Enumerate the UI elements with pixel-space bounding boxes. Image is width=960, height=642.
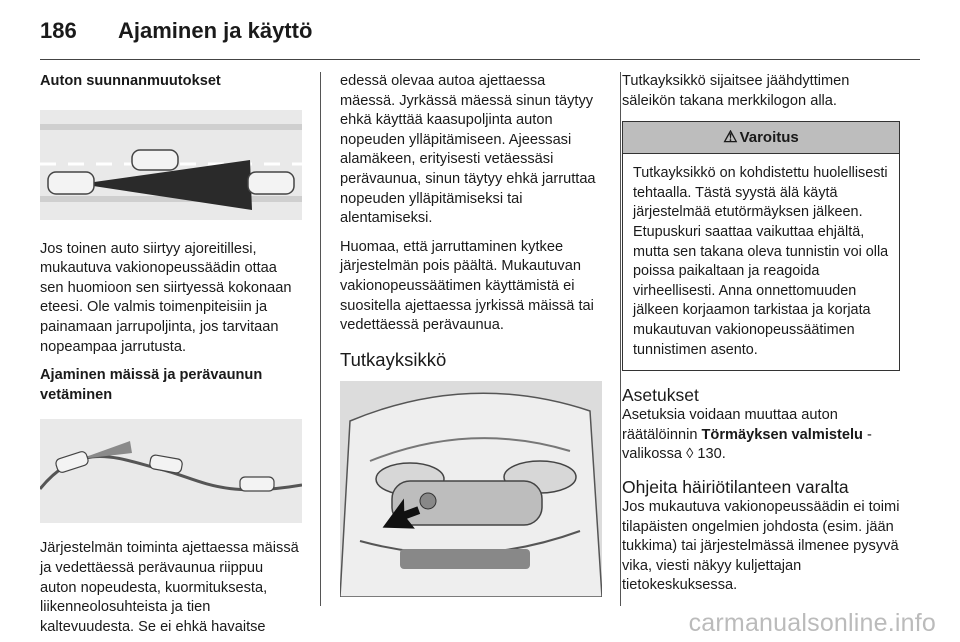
section-title-lane-change: Auton suunnanmuutokset	[40, 73, 221, 89]
hill-driving-illustration	[40, 419, 302, 523]
paragraph: Jos toinen auto siirtyy ajoreitillesi, mukautuva vakionopeussäädin ottaa sen huomioon sen siirtyessä kokonaan eteesi. Ole valmis toimenpiteisiin ja painamaan jarrupoljinta, jos tarvitaan nopeampaa jarrutusta.	[40, 240, 292, 355]
paragraph: Järjestelmän toiminta ajettaessa mäissä ja vedettäessä perävaunua riippuu auton nopeudesta, kuormituksesta, liikenneolosuhteista ja tien kaltevuudesta. Se ei ehkä havaitse	[40, 540, 299, 635]
paragraph: Jos mukautuva vakionopeussäädin ei toimi tilapäisten ongelmien johdosta (esim. jään tukkima) tai järjestelmässä ilmenee pysyvä vika, viesti näkyy kuljettajan tietokeskuksessa.	[622, 498, 900, 594]
column-divider	[320, 72, 321, 606]
header-rule	[40, 59, 920, 60]
watermark: carmanualsonline.info	[688, 609, 936, 637]
lane-change-drawing	[40, 110, 302, 220]
page-header	[40, 18, 920, 62]
column-2	[340, 72, 602, 597]
section-title-radar: Tutkayksikkö	[340, 348, 447, 370]
column-3	[622, 72, 900, 605]
paragraph: Tutkayksikkö sijaitsee jäähdyttimen säleikön takana merkkilogon alla.	[622, 73, 850, 109]
radar-location-illustration	[340, 381, 602, 597]
page-reference: 130.	[693, 446, 726, 463]
page-number: 186	[40, 18, 77, 43]
hill-driving-drawing	[40, 419, 302, 523]
chapter-title: Ajaminen ja käyttö	[118, 18, 313, 43]
page-reference-icon: ◊	[686, 446, 694, 463]
warning-title: Varoitus	[739, 128, 799, 146]
column-1	[40, 72, 302, 642]
settings-text: Asetuksia voidaan muuttaa auton räätälöinnin	[622, 407, 838, 443]
column-divider	[620, 72, 621, 606]
paragraph: Huomaa, että jarruttaminen kytkee järjestelmän pois päältä. Mukautuvan vakionopeussäätimen käyttämistä ei suositella ajettaessa jyrkissä mäissä tai vedettäessä perävaunua.	[340, 238, 594, 334]
section-title-troubleshooting: Ohjeita häiriötilanteen varalta	[622, 476, 849, 497]
warning-text: Tutkayksikkö on kohdistettu huolellisesti tehtaalla. Tästä syystä älä käytä järjestelmää etutörmäyksen jälkeen. Etupuskuri saattaa vaikuttaa ehjältä, mutta sen takana oleva tunnistin voi olla poissa paikaltaan ja reagoida virheellisesti. Anna onnettomuuden jälkeen korjaamon tarkistaa ja korjata mukautuvan vakionopeussäätimen tunnistimen asento.	[633, 165, 889, 358]
lane-change-illustration	[40, 110, 302, 220]
warning-box	[622, 121, 900, 371]
car-front-drawing	[340, 381, 602, 597]
warning-header	[623, 122, 899, 154]
section-title-settings: Asetukset	[622, 385, 699, 406]
subsection-title-hills: Ajaminen mäissä ja perävaunun vetäminen	[40, 367, 263, 403]
settings-paragraph	[622, 406, 900, 465]
settings-text: -valikossa	[622, 426, 872, 463]
warning-icon: ⚠	[723, 128, 738, 146]
settings-menu-name: Törmäyksen valmistelu	[701, 426, 863, 443]
paragraph: edessä olevaa autoa ajettaessa mäessä. Jyrkässä mäessä sinun täytyy ehkä käyttää kaasupoljinta auton nopeuden ylläpitämiseen. Ajeessasi alamäkeen, erityisesti vetäessäsi perävaunua, sinun täytyy ehkä jarruttaa nopeuden ylläpitämiseksi tai alentamiseksi.	[340, 73, 596, 227]
